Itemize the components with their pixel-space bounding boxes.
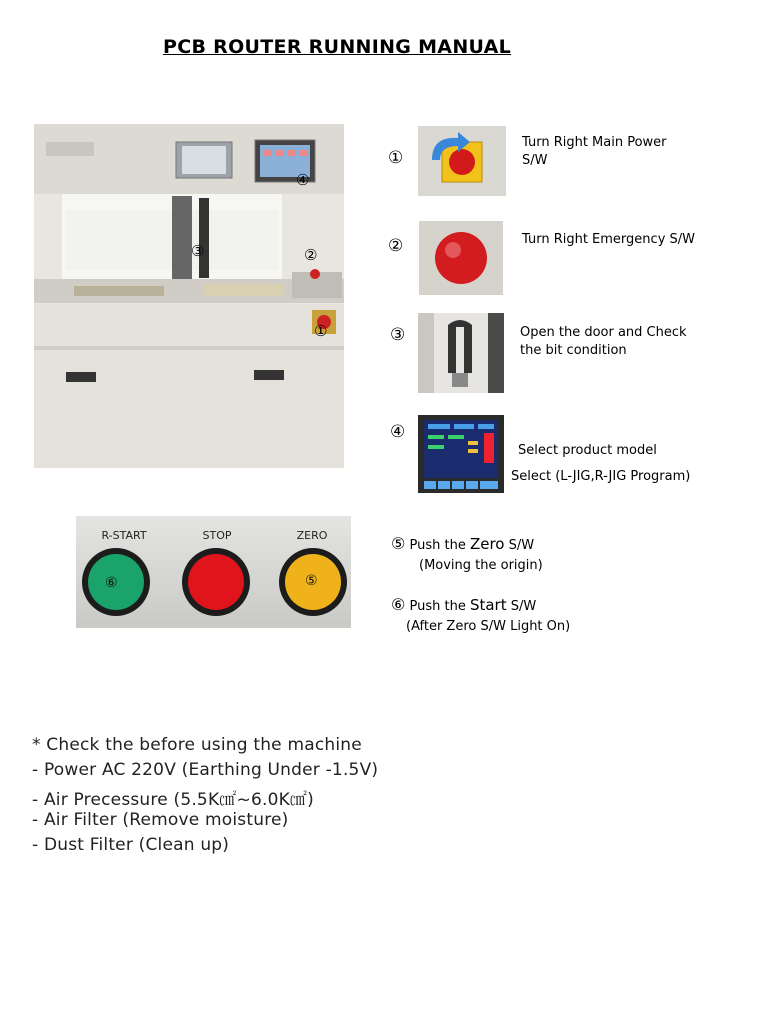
photo-marker-4: ④: [296, 171, 310, 189]
r-start-label: R-START: [101, 529, 147, 542]
start-marker: ⑥: [105, 575, 118, 591]
step-text-3: Open the door and Check the bit condition: [520, 325, 687, 358]
photo-marker-2: ②: [304, 246, 318, 264]
button-panel-photo: [76, 516, 351, 628]
checklist-item: - Dust Filter (Clean up): [32, 835, 230, 855]
emergency-switch-photo: [419, 221, 503, 295]
main-power-switch-photo: [418, 126, 506, 196]
step-number-1: ①: [388, 148, 404, 168]
push-step-6: ⑥ Push the Start S/W: [391, 595, 537, 614]
checklist-item: - Air Filter (Remove moisture): [32, 810, 289, 830]
step-text-1: Turn Right Main Power S/W: [522, 135, 667, 168]
step-text-2: Turn Right Emergency S/W: [522, 232, 695, 247]
step-number-4: ④: [390, 422, 406, 442]
step-text-4a: Select product model: [518, 443, 657, 458]
router-bit-photo: [418, 313, 504, 393]
stop-label: STOP: [202, 529, 232, 542]
checklist-item: - Power AC 220V (Earthing Under -1.5V): [32, 760, 379, 780]
push-step-5-sub: (Moving the origin): [419, 558, 543, 573]
zero-marker: ⑤: [305, 573, 318, 589]
photo-marker-1: ①: [314, 322, 328, 340]
touch-screen-photo: [418, 415, 504, 493]
checklist-header: * Check the before using the machine: [32, 735, 362, 755]
machine-photo: [34, 124, 344, 468]
step-number-3: ③: [390, 325, 406, 345]
checklist-item: - Air Precessure (5.5K㎠~6.0K㎠): [32, 790, 314, 810]
photo-marker-3: ③: [191, 242, 205, 260]
zero-label: ZERO: [296, 529, 328, 542]
push-step-5: ⑤ Push the Zero S/W: [391, 534, 535, 553]
page-title: PCB ROUTER RUNNING MANUAL: [163, 36, 512, 58]
red-stop-button: [188, 554, 244, 610]
step-number-2: ②: [388, 236, 404, 256]
push-step-6-sub: (After Zero S/W Light On): [406, 619, 571, 634]
step-text-4b: Select (L-JIG,R-JIG Program): [511, 469, 691, 484]
